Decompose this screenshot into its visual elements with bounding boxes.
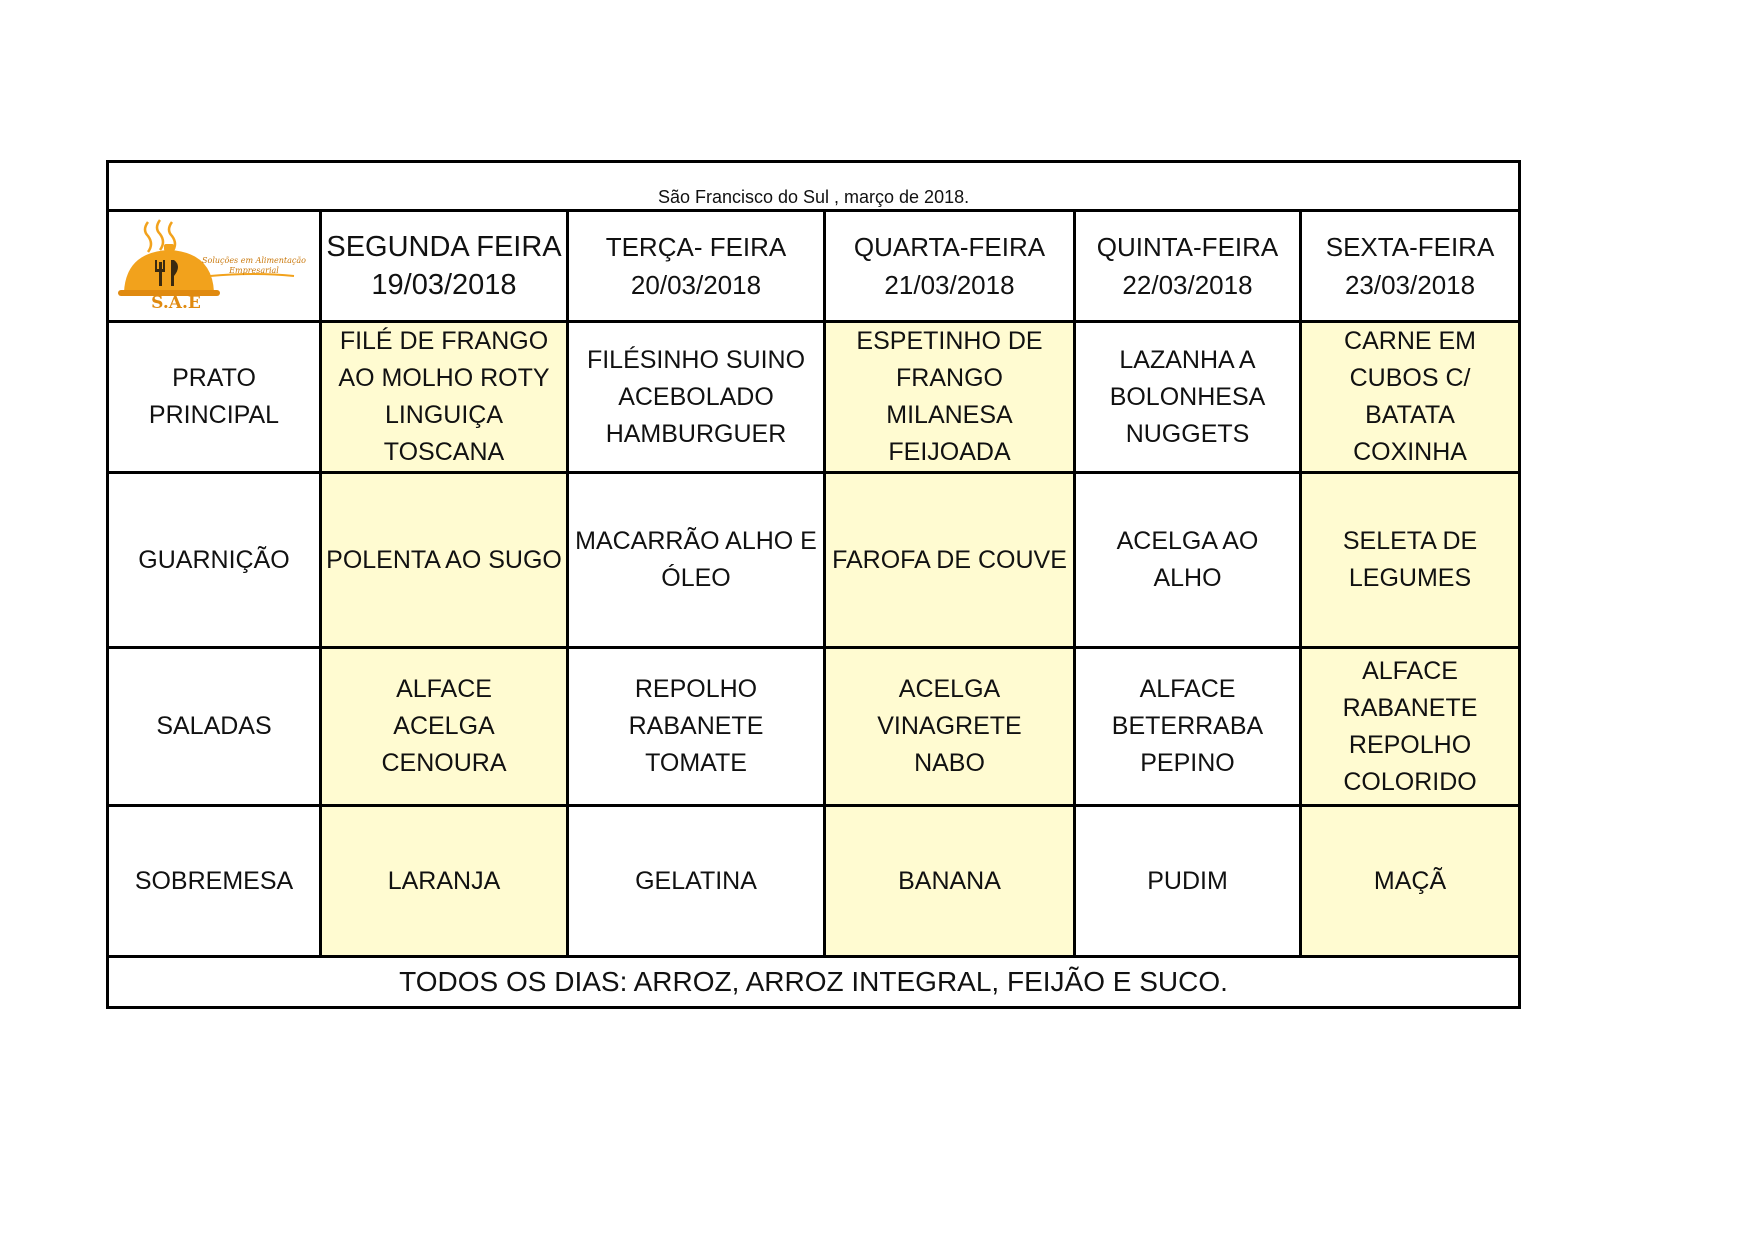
menu-row-guarnicao <box>108 473 1520 648</box>
menu-item: ACELGA AO ALHO <box>1116 527 1259 592</box>
logo-initials: S.A.E <box>151 293 201 313</box>
menu-row-prato-principal <box>108 322 1520 473</box>
menu-cell <box>825 806 1075 957</box>
menu-item: CUBOS C/ <box>1349 364 1471 392</box>
menu-item: ACELGA <box>898 675 1001 703</box>
menu-item: FILÉ DE FRANGO <box>339 327 549 355</box>
menu-cell <box>568 806 825 957</box>
menu-cell <box>825 648 1075 806</box>
menu-row-saladas <box>108 648 1520 806</box>
day-header-wednesday <box>825 211 1075 322</box>
menu-item: RABANETE <box>628 712 764 740</box>
menu-cell <box>825 473 1075 648</box>
menu-cell <box>1301 806 1520 957</box>
menu-item: ALFACE <box>396 675 492 703</box>
row-label <box>108 806 321 957</box>
day-header-thursday <box>1075 211 1301 322</box>
menu-item: VINAGRETE <box>877 712 1022 740</box>
row-label-line: PRINCIPAL <box>148 401 280 429</box>
menu-cell <box>1075 648 1301 806</box>
menu-item: REPOLHO <box>1348 730 1472 759</box>
menu-item: ACEBOLADO <box>618 382 774 411</box>
menu-item: CARNE EM <box>1344 327 1476 355</box>
menu-item: LEGUMES <box>1348 564 1472 592</box>
menu-item: NABO <box>914 749 985 777</box>
menu-item: HAMBURGUER <box>605 419 787 448</box>
menu-cell <box>1075 806 1301 957</box>
menu-cell <box>321 473 568 648</box>
menu-item: TOMATE <box>645 749 747 777</box>
menu-item: BANANA <box>898 866 1001 895</box>
day-header-monday <box>321 211 568 322</box>
menu-item: ACELGA <box>393 712 495 740</box>
menu-item: ESPETINHO DE <box>856 327 1043 355</box>
weekly-menu-table <box>106 160 1521 1009</box>
menu-cell <box>568 473 825 648</box>
caption-row <box>108 162 1520 211</box>
day-date: 23/03/2018 <box>1344 270 1476 300</box>
menu-cell <box>1301 648 1520 806</box>
menu-item: GELATINA <box>635 866 757 895</box>
menu-cell <box>825 322 1075 473</box>
menu-item: PEPINO <box>1140 749 1235 777</box>
menu-cell <box>321 648 568 806</box>
menu-item: SELETA DE <box>1342 527 1478 555</box>
menu-item: COXINHA <box>1353 438 1467 466</box>
menu-item: BOLONHESA <box>1109 382 1266 411</box>
menu-item: MACARRÃO ALHO E <box>575 527 817 555</box>
menu-cell <box>321 322 568 473</box>
menu-item: POLENTA AO SUGO <box>326 545 562 574</box>
logo-cell <box>108 211 321 322</box>
menu-caption: São Francisco do Sul , março de 2018. <box>108 162 1520 211</box>
company-logo <box>114 214 314 318</box>
row-label <box>108 648 321 806</box>
day-header-tuesday <box>568 211 825 322</box>
logo-tagline: Soluções em Alimentação Empresarial <box>202 256 306 275</box>
day-date: 20/03/2018 <box>630 270 762 300</box>
menu-item: MAÇÃ <box>1373 866 1447 895</box>
menu-item: BATATA <box>1365 401 1455 429</box>
menu-item: ALFACE <box>1139 675 1236 703</box>
menu-item: TOSCANA <box>383 438 505 466</box>
menu-item: FAROFA DE COUVE <box>832 545 1067 574</box>
menu-cell <box>1075 322 1301 473</box>
menu-cell <box>1301 473 1520 648</box>
menu-item: FILÉSINHO SUINO <box>586 345 806 374</box>
menu-item: LAZANHA A <box>1119 345 1256 374</box>
daily-staples-note: TODOS OS DIAS: ARROZ, ARROZ INTEGRAL, FEIJÃO E SUCO. <box>108 957 1520 1008</box>
menu-cell <box>568 648 825 806</box>
day-header-friday <box>1301 211 1520 322</box>
row-label <box>108 322 321 473</box>
menu-item: LARANJA <box>387 866 501 895</box>
row-label-line: PRATO <box>172 364 256 392</box>
menu-cell <box>568 322 825 473</box>
day-name: TERÇA- FEIRA <box>605 232 787 262</box>
menu-item: NUGGETS <box>1125 419 1250 448</box>
day-name: QUARTA-FEIRA <box>853 232 1046 262</box>
menu-item: FEIJOADA <box>888 438 1011 466</box>
day-date: 22/03/2018 <box>1122 270 1253 300</box>
row-label <box>108 473 321 648</box>
menu-cell <box>1301 322 1520 473</box>
day-name: QUINTA-FEIRA <box>1096 232 1279 262</box>
day-name: SEXTA-FEIRA <box>1325 232 1495 262</box>
menu-item: REPOLHO <box>634 675 758 703</box>
menu-cell <box>1075 473 1301 648</box>
menu-item: ÓLEO <box>661 564 731 592</box>
menu-item: FRANGO MILANESA <box>886 364 1013 429</box>
menu-item: BETERRABA <box>1111 712 1264 740</box>
menu-item: AO MOLHO ROTY <box>338 364 550 392</box>
menu-item: LINGUIÇA <box>384 401 504 429</box>
day-name: SEGUNDA FEIRA <box>326 231 562 263</box>
menu-cell <box>321 806 568 957</box>
menu-item: CENOURA <box>381 749 507 777</box>
footer-row <box>108 957 1520 1008</box>
row-label-line: SOBREMESA <box>134 866 294 895</box>
menu-item: COLORIDO <box>1343 767 1477 796</box>
day-header-row <box>108 211 1520 322</box>
menu-item: PUDIM <box>1147 866 1228 895</box>
menu-item: ALFACE <box>1362 656 1458 685</box>
day-date: 19/03/2018 <box>371 269 517 301</box>
row-label-line: GUARNIÇÃO <box>138 545 290 574</box>
menu-item: RABANETE <box>1342 693 1478 722</box>
row-label-line: SALADAS <box>156 712 272 740</box>
day-date: 21/03/2018 <box>884 270 1015 300</box>
menu-row-sobremesa <box>108 806 1520 957</box>
